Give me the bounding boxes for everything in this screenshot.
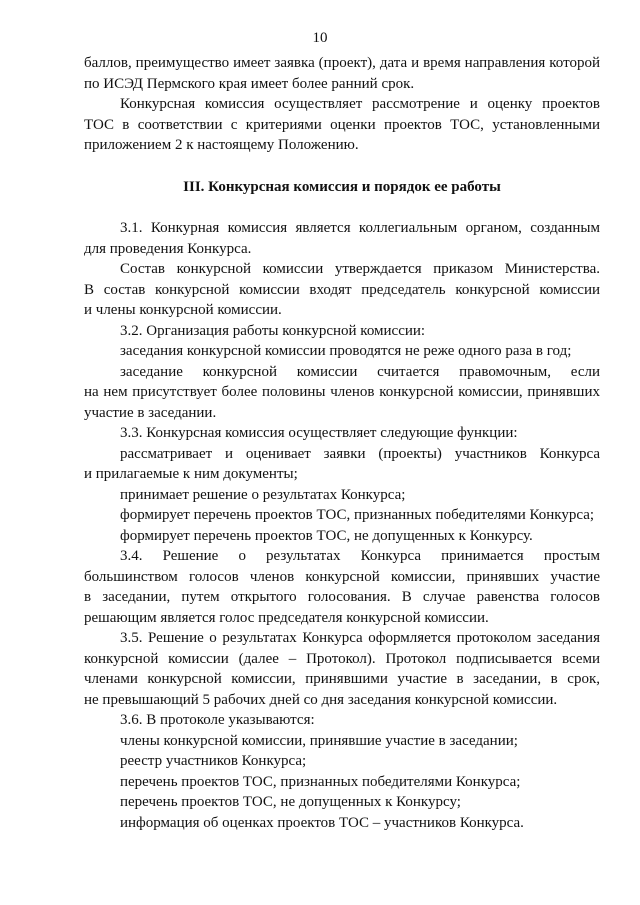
text-line: формирует перечень проектов ТОС, не допущенных к Конкурсу. — [120, 527, 533, 544]
text-line: для проведения Конкурса. — [84, 240, 252, 257]
text-line: в заседании, путем открытого голосования. В случае равенства голосов — [84, 589, 600, 605]
spacer — [84, 156, 600, 177]
paragraph-block-top — [84, 53, 600, 156]
text-line: заседания конкурсной комиссии проводятся не реже одного раза в год; — [120, 343, 572, 359]
page-number: 10 — [312, 30, 328, 46]
text-line: 3.5. Решение о результатах Конкурса оформляется протоколом заседания — [120, 630, 600, 646]
paragraph-block-bottom — [84, 218, 600, 833]
text-line: членами конкурсной комиссии, принявшими участие в заседании, в срок, — [84, 671, 600, 687]
text-line: 3.6. В протоколе указываются: — [120, 712, 315, 728]
text-line: реестр участников Конкурса; — [120, 753, 307, 769]
text-line: решающим является голос председателя конкурсной комиссии. — [84, 609, 489, 626]
text-line: перечень проектов ТОС, признанных победителями Конкурса; — [120, 773, 521, 790]
text-line: и члены конкурсной комиссии. — [84, 302, 282, 318]
text-line: баллов, преимущество имеет заявка (проект), дата и время направления которой — [84, 55, 600, 71]
text-line: по ИСЭД Пермского края имеет более ранний срок. — [84, 75, 415, 92]
text-line: не превышающий 5 рабочих дней со дня заседания конкурсной комиссии. — [84, 691, 558, 708]
text-line: 3.1. Конкурная комиссия является коллегиальным органом, созданным — [120, 220, 600, 236]
text-line: большинством голосов членов конкурсной комиссии, принявших участие — [84, 568, 600, 585]
section-heading: III. Конкурсная комиссия и порядок ее работы — [183, 178, 501, 195]
text-line: и прилагаемые к ним документы; — [84, 466, 298, 482]
text-line: члены конкурсной комиссии, принявшие участие в заседании; — [120, 732, 518, 749]
text-line: 3.3. Конкурсная комиссия осуществляет следующие функции: — [120, 425, 518, 441]
text-line: рассматривает и оценивает заявки (проекты) участников Конкурса — [120, 445, 600, 462]
text-line: принимает решение о результатах Конкурса; — [120, 486, 406, 503]
text-line: Состав конкурсной комиссии утверждается приказом Министерства. — [120, 261, 600, 277]
text-line: В состав конкурсной комиссии входят председатель конкурсной комиссии — [84, 281, 600, 298]
text-line: 3.4. Решение о результатах Конкурса принимается простым — [120, 548, 600, 564]
text-line: перечень проектов ТОС, не допущенных к Конкурсу; — [120, 794, 461, 810]
text-line: заседание конкурсной комиссии считается правомочным, если — [120, 363, 600, 380]
text-line: на нем присутствует более половины членов конкурсной комиссии, принявших — [84, 384, 600, 400]
text-line: приложением 2 к настоящему Положению. — [84, 137, 359, 153]
text-line: 3.2. Организация работы конкурсной комиссии: — [120, 322, 426, 339]
text-line: Конкурсная комиссия осуществляет рассмотрение и оценку проектов — [120, 96, 600, 112]
document-body — [84, 53, 600, 833]
text-line: формирует перечень проектов ТОС, признанных победителями Конкурса; — [120, 507, 595, 523]
text-line: ТОС в соответствии с критериями оценки проектов ТОС, установленными — [84, 116, 600, 133]
spacer — [84, 197, 600, 218]
text-line: информация об оценках проектов ТОС – участников Конкурса. — [120, 814, 524, 831]
text-line: конкурсной комиссии (далее – Протокол). Протокол подписывается всеми — [84, 650, 600, 667]
text-line: участие в заседании. — [84, 404, 217, 421]
